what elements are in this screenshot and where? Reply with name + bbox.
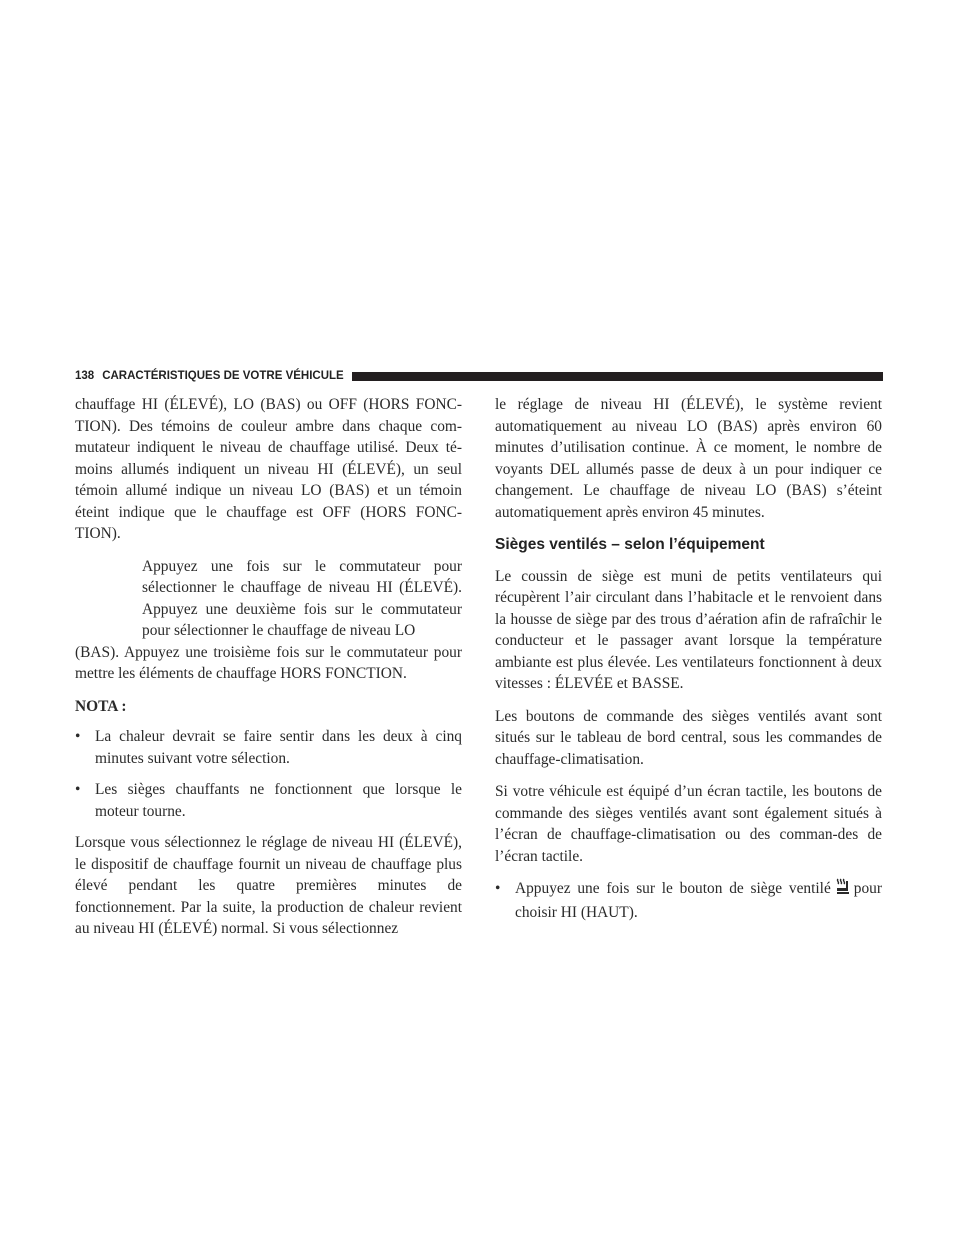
- section-heading-ventilated-seats: Sièges ventilés – selon l’équipement: [495, 536, 765, 553]
- nota-label: NOTA :: [75, 697, 127, 715]
- bullet-glyph: •: [495, 880, 501, 897]
- paragraph-touchscreen: Si votre véhicule est équipé d’un écran tactile, les boutons de commande des sièges ventilés avant sont également situés à l’écran de chauffage-climatisation ou des comman-des de l’écran tactile.: [495, 783, 882, 865]
- bullet-glyph: •: [75, 728, 81, 745]
- list-item: [495, 878, 882, 923]
- list-item-text-before: Appuyez une fois sur le bouton de siège ventilé: [515, 880, 831, 897]
- right-column: [495, 394, 882, 933]
- paragraph-ventilated-description: Le coussin de siège est muni de petits ventilateurs qui récupèrent l’air circulant dans l’habitacle et le renvoient dans la housse de siège par des trous d’aération afin de rafraîchir le conducteur et le passager avant lorsque la température ambiante est plus élevée. Les ventilateurs fonctionnent à deux vitesses : ÉLEVÉE et BASSE.: [495, 567, 882, 692]
- paragraph-control-location: Les boutons de commande des sièges ventilés avant sont situés sur le tableau de bord central, sous les commandes de chauffage-climatisation.: [495, 707, 882, 768]
- nota-list: [75, 726, 462, 822]
- left-column: [75, 394, 462, 951]
- bullet-glyph: •: [75, 781, 81, 798]
- paragraph-switch-instructions: Appuyez une fois sur le commutateur pour sélectionner le chauffage de niveau HI (ÉLEVÉ). Appuyez une deuxième fois sur le commutateur pour sélectionner le chauffage de niveau LO: [142, 557, 462, 639]
- section-title: CARACTÉRISTIQUES DE VOTRE VÉHICULE: [102, 370, 344, 382]
- paragraph-hi-level: Lorsque vous sélectionnez le réglage de niveau HI (ÉLEVÉ), le dispositif de chauffage fournit un niveau de chauffage plus élevé pendant les quatre premières minutes de fonctionnement. Par la suite, la production de chaleur revient au niveau HI (ÉLEVÉ) normal. Si vous sélectionnez: [75, 834, 462, 937]
- ventilated-seat-list: [495, 878, 882, 923]
- list-item: [75, 779, 462, 822]
- paragraph-auto-switch: le réglage de niveau HI (ÉLEVÉ), le système revient automatiquement au niveau LO (BAS) après environ 60 minutes d’utilisation continue. À ce moment, le nombre de voyants DEL allumés passe de deux à un pour indiquer ce changement. Le chauffage de niveau LO (BAS) s’éteint automatiquement après environ 45 minutes.: [495, 396, 882, 521]
- list-item: [75, 726, 462, 769]
- header-rule: [352, 372, 883, 381]
- page-header: [75, 366, 883, 386]
- list-item-text: La chaleur devrait se faire sentir dans les deux à cinq minutes suivant votre sélection.: [95, 728, 462, 767]
- list-item-text: Les sièges chauffants ne fonctionnent que lorsque le moteur tourne.: [95, 781, 462, 820]
- list-item-text-after: pour choisir HI (HAUT).: [515, 880, 882, 921]
- page-number: 138: [75, 370, 95, 382]
- ventilated-seat-icon: [835, 878, 851, 902]
- paragraph-switch-instructions-cont: (BAS). Appuyez une troisième fois sur le commutateur pour mettre les éléments de chauffage HORS FONCTION.: [75, 643, 462, 682]
- paragraph-heating-levels: chauffage HI (ÉLEVÉ), LO (BAS) ou OFF (HORS FONC-TION). Des témoins de couleur ambre dans chaque com-mutateur indiquent le niveau de chauffage utilisé. Deux té-moins allumés indiquent un niveau HI (ÉLEVÉ), un seul témoin allumé indique un niveau LO (BAS) et un témoin éteint indique que le chauffage est OFF (HORS FONC-TION).: [75, 396, 462, 542]
